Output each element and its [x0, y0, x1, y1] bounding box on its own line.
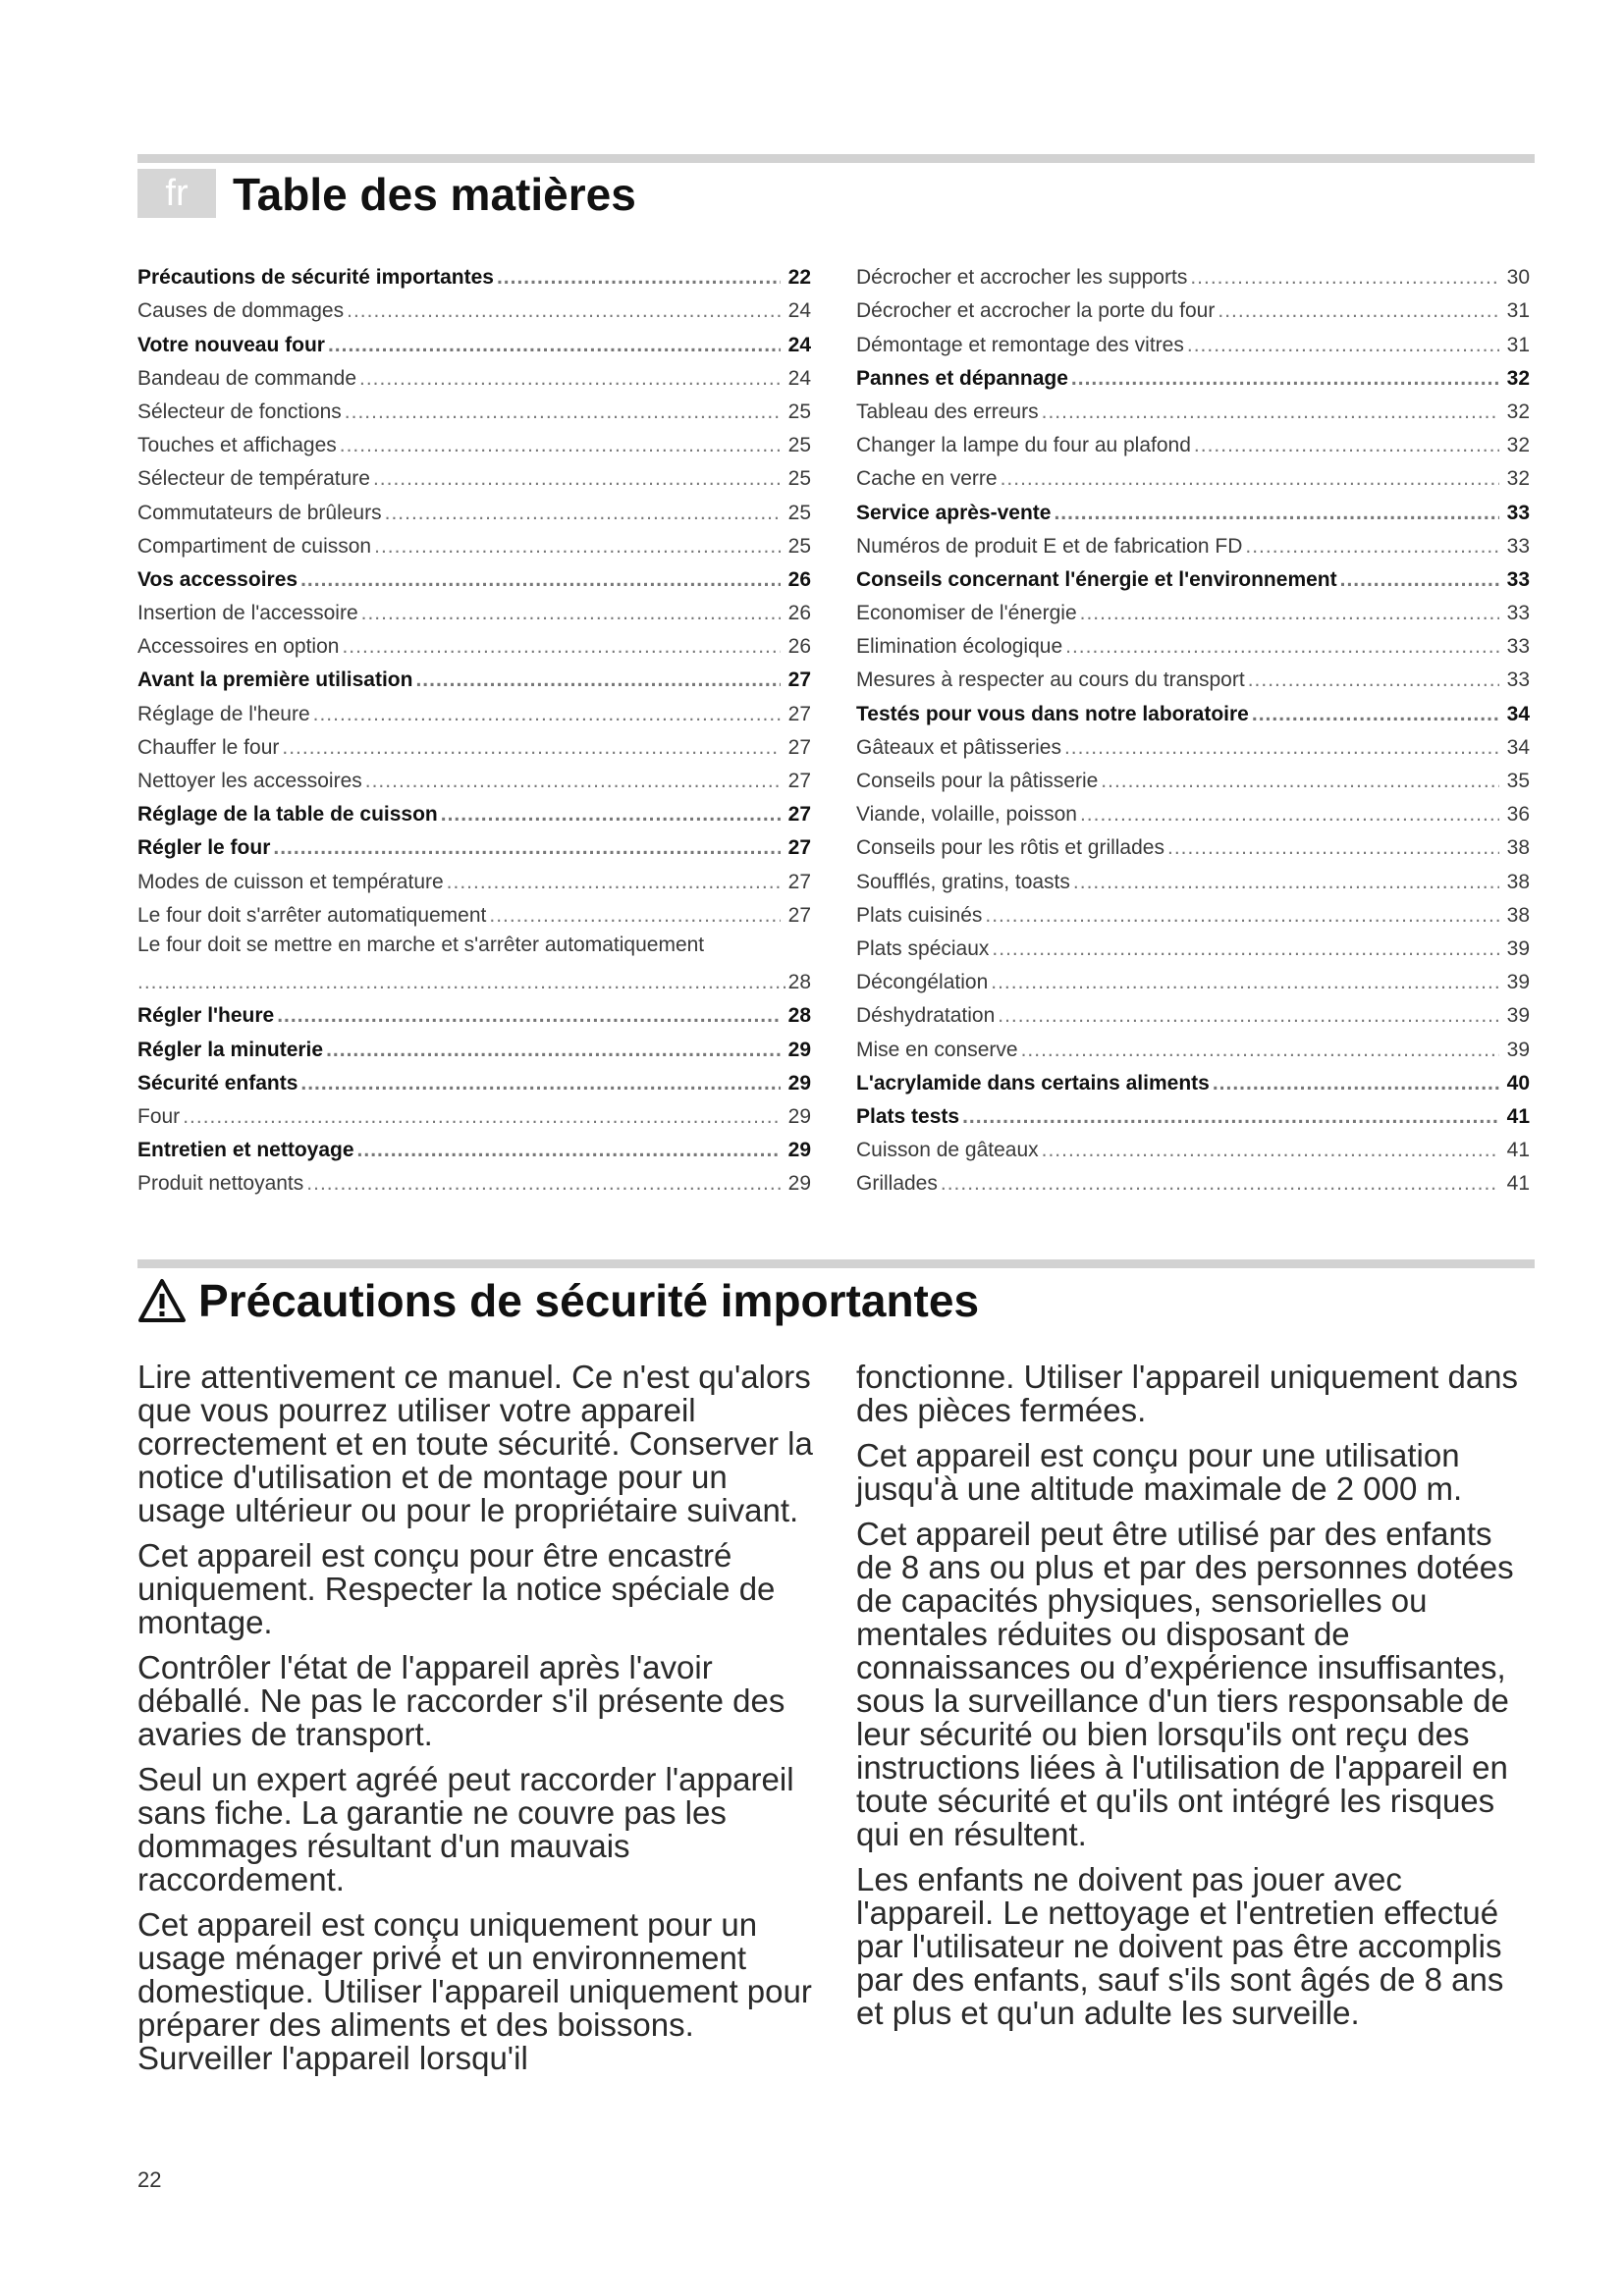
toc-entry-label: Avant la première utilisation — [137, 668, 413, 692]
toc-section-entry[interactable] — [137, 794, 811, 828]
toc-entry[interactable] — [856, 861, 1530, 894]
toc-entry-page: 33 — [1506, 567, 1530, 591]
toc-entry[interactable] — [137, 458, 811, 492]
toc-dot-leader — [1187, 333, 1499, 358]
toc-entry-page: 38 — [1506, 836, 1530, 860]
toc-entry[interactable] — [137, 1096, 811, 1130]
toc-column-right — [856, 257, 1530, 1197]
toc-dot-leader — [374, 534, 781, 560]
toc-entry[interactable] — [856, 995, 1530, 1029]
toc-entry-label: Le four doit s'arrêter automatiquement — [137, 903, 487, 927]
toc-entry-label: Cache en verre — [856, 467, 998, 491]
toc-entry-page: 38 — [1506, 903, 1530, 927]
toc-entry-page: 39 — [1506, 1038, 1530, 1061]
toc-entry-label: Testés pour vous dans notre laboratoire — [856, 702, 1249, 725]
toc-entry-page: 33 — [1506, 668, 1530, 692]
toc-entry[interactable] — [856, 526, 1530, 560]
toc-entry[interactable] — [137, 358, 811, 392]
toc-entry-label: Conseils pour la pâtisserie — [856, 770, 1099, 792]
toc-entry-label: Gâteaux et pâtisseries — [856, 735, 1061, 759]
toc-dot-leader — [328, 333, 781, 358]
toc-dot-leader — [357, 1138, 781, 1163]
toc-section-entry[interactable] — [137, 660, 811, 693]
toc-entry-page: 24 — [787, 299, 811, 323]
toc-entry-page: 25 — [787, 434, 811, 457]
toc-section-entry[interactable] — [856, 693, 1530, 726]
toc-entry-label: Nettoyer les accessoires — [137, 770, 362, 792]
toc-dot-leader — [1245, 534, 1499, 560]
language-tag: fr — [137, 169, 216, 218]
toc-dot-leader — [300, 567, 781, 593]
toc-dot-leader — [273, 835, 781, 861]
toc-entry[interactable] — [856, 1163, 1530, 1197]
toc-entry-page: 41 — [1506, 1172, 1530, 1196]
toc-entry-label: Four — [137, 1104, 181, 1128]
safety-paragraph: Lire attentivement ce manuel. Ce n'est qu'alors que vous pourrez utiliser votre appareil correctement et en toute sécurité. Conserver la notice d'utilisation et de montage pour un usage ultérieur ou pour le propriétaire suivant. — [137, 1359, 813, 1528]
toc-section-entry[interactable] — [137, 257, 811, 291]
toc-entry-page: 41 — [1506, 1139, 1530, 1162]
toc-entry[interactable] — [856, 828, 1530, 861]
toc-section-entry[interactable] — [137, 324, 811, 357]
toc-entry[interactable] — [856, 425, 1530, 458]
toc-entry-page: 29 — [787, 1071, 811, 1095]
toc-entry-label: Entretien et nettoyage — [137, 1139, 354, 1162]
toc-entry-page: 27 — [787, 803, 811, 827]
toc-entry-page: 29 — [787, 1038, 811, 1061]
toc-entry-label: Plats tests — [856, 1104, 960, 1128]
toc-dot-leader — [306, 1171, 781, 1197]
toc-entry[interactable] — [856, 392, 1530, 425]
toc-entry-page: 27 — [787, 735, 811, 759]
toc-entry[interactable] — [856, 929, 1530, 962]
toc-entry-label: Insertion de l'accessoire — [137, 602, 358, 625]
toc-entry-page: 33 — [1506, 534, 1530, 558]
toc-entry-label: Régler l'heure — [137, 1004, 275, 1028]
toc-entry-label: Numéros de produit E et de fabrication FD — [856, 534, 1243, 558]
toc-entry[interactable] — [856, 761, 1530, 794]
toc-entry-label: Modes de cuisson et température — [137, 870, 444, 893]
toc-entry-page: 40 — [1506, 1071, 1530, 1095]
safety-paragraph: fonctionne. Utiliser l'appareil uniquement dans des pièces fermées. — [856, 1359, 1519, 1428]
toc-dot-leader — [361, 601, 781, 626]
toc-entry-label: Déshydratation — [856, 1004, 996, 1028]
toc-entry-page: 41 — [1506, 1104, 1530, 1128]
toc-dot-leader — [1001, 466, 1499, 492]
toc-dot-leader — [373, 466, 781, 492]
toc-entry-label: Conseils concernant l'énergie et l'environnement — [856, 567, 1337, 591]
toc-dot-leader — [342, 634, 781, 660]
toc-entry-page: 33 — [1506, 501, 1530, 524]
toc-entry-page: 36 — [1506, 803, 1530, 827]
toc-entry[interactable] — [137, 425, 811, 458]
toc-entry-page: 32 — [1506, 400, 1530, 423]
toc-entry-label: Sécurité enfants — [137, 1071, 298, 1095]
toc-section-entry[interactable] — [856, 560, 1530, 593]
toc-entry-page: 27 — [787, 870, 811, 893]
safety-title: Précautions de sécurité importantes — [198, 1275, 980, 1326]
toc-entry[interactable] — [856, 458, 1530, 492]
toc-dot-leader — [345, 400, 781, 425]
toc-column-left — [137, 257, 811, 1197]
toc-section-entry[interactable] — [856, 1063, 1530, 1096]
toc-entry[interactable] — [137, 593, 811, 626]
toc-entry[interactable] — [137, 626, 811, 660]
toc-entry-label: Tableau des erreurs — [856, 400, 1039, 423]
toc-entry-label: Pannes et dépannage — [856, 366, 1068, 390]
toc-title: Table des matières — [233, 169, 636, 220]
toc-entry[interactable] — [856, 962, 1530, 995]
toc-entry-page: 28 — [787, 971, 811, 994]
toc-entry-page: 39 — [1506, 936, 1530, 960]
toc-entry-page: 34 — [1506, 702, 1530, 725]
toc-entry[interactable] — [856, 1130, 1530, 1163]
toc-entry-label: Produit nettoyants — [137, 1172, 304, 1196]
toc-dot-leader — [1218, 298, 1499, 324]
toc-entry-label: Plats cuisinés — [856, 903, 983, 927]
toc-dot-leader — [1064, 735, 1499, 761]
toc-entry-label: Viande, volaille, poisson — [856, 803, 1077, 827]
toc-entry-page: 25 — [787, 467, 811, 491]
toc-dot-leader — [1073, 870, 1499, 895]
toc-entry-label: Précautions de sécurité importantes — [137, 266, 494, 290]
toc-entry-page: 33 — [1506, 635, 1530, 659]
toc-entry-page: 29 — [787, 1139, 811, 1162]
toc-dot-leader — [1042, 1138, 1499, 1163]
toc-entry-page: 25 — [787, 400, 811, 423]
toc-dot-leader — [497, 265, 781, 291]
toc-dot-leader — [1340, 567, 1499, 593]
toc-entry-label: Mesures à respecter au cours du transport — [856, 668, 1245, 692]
toc-entry[interactable] — [137, 761, 811, 794]
toc-entry-label: Votre nouveau four — [137, 333, 325, 356]
toc-entry-label: L'acrylamide dans certains aliments — [856, 1071, 1210, 1095]
toc-entry[interactable] — [856, 324, 1530, 357]
toc-entry-label: Le four doit se mettre en marche et s'arrêter automatiquement — [137, 933, 705, 956]
toc-entry-page: 39 — [1506, 971, 1530, 994]
toc-entry-label: Economiser de l'énergie — [856, 602, 1077, 625]
toc-section-entry[interactable] — [137, 995, 811, 1029]
toc-entry-page: 29 — [787, 1104, 811, 1128]
safety-paragraph: Cet appareil peut être utilisé par des enfants de 8 ans ou plus et par des personnes dotées de capacités physiques, sensorielles ou mentales réduites ou disposant de connaissances ou d’expérience insuffisantes, sous la surveillance d'un tiers responsable de leur sécurité ou bien lorsqu'ils ont reçu des instructions liées à l'utilisation de l'appareil en toute sécurité et qu'ils ont intégré les risques qui en résultent. — [856, 1516, 1514, 1852]
toc-entry-page: 31 — [1506, 299, 1530, 323]
toc-section-entry[interactable] — [856, 492, 1530, 525]
toc-entry-page: 32 — [1506, 467, 1530, 491]
toc-section-entry[interactable] — [137, 1063, 811, 1096]
toc-dot-leader — [992, 936, 1499, 962]
safety-paragraph: Cet appareil est conçu pour être encastré uniquement. Respecter la notice spéciale de montage. — [137, 1537, 776, 1640]
toc-dot-leader — [985, 903, 1499, 929]
toc-section-entry[interactable] — [137, 1029, 811, 1062]
toc-entry-label: Touches et affichages — [137, 434, 337, 457]
toc-entry-label: Régler la minuterie — [137, 1038, 324, 1061]
toc-entry-label: Causes de dommages — [137, 299, 345, 323]
toc-entry[interactable] — [137, 693, 811, 726]
toc-dot-leader — [489, 903, 781, 929]
toc-entry[interactable] — [856, 257, 1530, 291]
toc-entry-label: Conseils pour les rôtis et grillades — [856, 836, 1164, 860]
toc-dot-leader — [1248, 667, 1499, 693]
toc-entry-label: Décrocher et accrocher les supports — [856, 266, 1188, 290]
toc-entry[interactable] — [856, 895, 1530, 929]
toc-entry-label: Sélecteur de fonctions — [137, 400, 342, 423]
toc-entry-label: Elimination écologique — [856, 635, 1063, 659]
toc-entry-page: 26 — [787, 567, 811, 591]
toc-entry-label: Démontage et remontage des vitres — [856, 333, 1184, 356]
toc-entry-page: 29 — [787, 1172, 811, 1196]
toc-entry-label: Service après-vente — [856, 501, 1052, 524]
toc-entry-page: 35 — [1506, 770, 1530, 792]
toc-dot-leader — [415, 667, 781, 693]
toc-entry-label: Sélecteur de température — [137, 467, 370, 491]
toc-entry-label: Régler le four — [137, 836, 271, 860]
toc-entry[interactable] — [856, 1029, 1530, 1062]
toc-entry-label: Soufflés, gratins, toasts — [856, 870, 1070, 893]
toc-section-entry[interactable] — [856, 358, 1530, 392]
toc-entry-page: 24 — [787, 333, 811, 356]
toc-entry-page: 25 — [787, 501, 811, 524]
toc-section-entry[interactable] — [137, 560, 811, 593]
toc-entry-page: 32 — [1506, 434, 1530, 457]
toc-entry-page: 27 — [787, 770, 811, 792]
toc-dot-leader — [1080, 802, 1499, 828]
toc-dot-leader — [347, 298, 781, 324]
safety-paragraph: Contrôler l'état de l'appareil après l'avoir déballé. Ne pas le raccorder s'il présente des avaries de transport. — [137, 1649, 785, 1752]
safety-paragraph: Les enfants ne doivent pas jouer avec l'appareil. Le nettoyage et l'entretien effectué par l'utilisateur ne doivent pas être accomplis par des enfants, sauf s'ils sont âgés de 8 ans et plus et qu'un adulte les surveille. — [856, 1861, 1504, 2031]
toc-entry[interactable] — [856, 291, 1530, 324]
toc-dot-leader — [183, 1104, 781, 1130]
toc-dot-leader — [1080, 601, 1499, 626]
toc-dot-leader — [1101, 769, 1499, 794]
toc-entry-page: 32 — [1506, 366, 1530, 390]
toc-entry[interactable] — [137, 1163, 811, 1197]
safety-text-right — [856, 1361, 1534, 2042]
toc-entry-label: Bandeau de commande — [137, 366, 356, 390]
toc-entry[interactable] — [856, 794, 1530, 828]
toc-entry[interactable] — [856, 626, 1530, 660]
toc-dot-leader — [137, 970, 785, 995]
top-divider — [137, 154, 1535, 163]
toc-dot-leader — [365, 769, 781, 794]
toc-entry-label: Vos accessoires — [137, 567, 298, 591]
toc-entry-page: 34 — [1506, 735, 1530, 759]
toc-entry-page: 27 — [787, 668, 811, 692]
toc-dot-leader — [1021, 1038, 1499, 1063]
safety-text-left — [137, 1361, 815, 2087]
toc-entry-label: Réglage de la table de cuisson — [137, 803, 438, 827]
toc-dot-leader — [447, 870, 781, 895]
toc-entry-label: Mise en conserve — [856, 1038, 1018, 1061]
toc-dot-leader — [441, 802, 781, 828]
toc-entry[interactable] — [856, 727, 1530, 761]
toc-dot-leader — [1213, 1071, 1499, 1096]
toc-entry[interactable] — [137, 291, 811, 324]
toc-dot-leader — [282, 735, 781, 761]
toc-entry-label: Réglage de l'heure — [137, 702, 310, 725]
toc-dot-leader — [359, 366, 781, 392]
toc-entry-label: Grillades — [856, 1172, 938, 1196]
toc-entry-label: Décrocher et accrocher la porte du four — [856, 299, 1216, 323]
toc-entry-page: 33 — [1506, 602, 1530, 625]
toc-entry[interactable] — [137, 492, 811, 525]
toc-dot-leader — [991, 970, 1499, 995]
toc-dot-leader — [385, 501, 781, 526]
toc-section-entry[interactable] — [856, 1096, 1530, 1130]
warning-triangle-icon — [137, 1278, 187, 1323]
toc-entry-label: Décongélation — [856, 971, 989, 994]
toc-entry-page: 24 — [787, 366, 811, 390]
toc-entry-page: 22 — [787, 266, 811, 290]
toc-entry-label: Compartiment de cuisson — [137, 534, 372, 558]
toc-entry-page: 31 — [1506, 333, 1530, 356]
toc-entry-page: 27 — [787, 836, 811, 860]
toc-section-entry[interactable] — [137, 828, 811, 861]
toc-entry-page: 25 — [787, 534, 811, 558]
toc-dot-leader — [1071, 366, 1499, 392]
safety-paragraph: Cet appareil est conçu uniquement pour un usage ménager privé et un environnement domestique. Utiliser l'appareil uniquement pour préparer des aliments et des boissons. Surveiller l'appareil lorsqu'il — [137, 1906, 812, 2076]
toc-dot-leader — [340, 433, 781, 458]
toc-entry[interactable] — [137, 861, 811, 894]
toc-dot-leader — [1054, 501, 1499, 526]
toc-dot-leader — [1252, 702, 1499, 727]
toc-entry-page: 26 — [787, 602, 811, 625]
toc-dot-leader — [277, 1003, 781, 1029]
toc-entry-label: Plats spéciaux — [856, 936, 990, 960]
toc-entry-label: Cuisson de gâteaux — [856, 1139, 1039, 1162]
toc-dot-leader — [1167, 835, 1499, 861]
toc-entry-label: Accessoires en option — [137, 635, 340, 659]
toc-dot-leader — [1194, 433, 1499, 458]
toc-entry-page: 28 — [787, 1004, 811, 1028]
toc-entry[interactable] — [137, 526, 811, 560]
toc-dot-leader — [998, 1003, 1499, 1029]
toc-entry[interactable] — [856, 660, 1530, 693]
toc-entry[interactable] — [856, 593, 1530, 626]
toc-dot-leader — [941, 1171, 1499, 1197]
toc-entry-label: Commutateurs de brûleurs — [137, 501, 382, 524]
toc-entry-page: 38 — [1506, 870, 1530, 893]
safety-heading — [137, 1266, 1535, 1335]
toc-entry[interactable] — [137, 929, 811, 995]
toc-entry-page: 39 — [1506, 1004, 1530, 1028]
toc-entry-page: 27 — [787, 903, 811, 927]
toc-entry[interactable] — [137, 727, 811, 761]
toc-dot-leader — [1065, 634, 1499, 660]
toc-dot-leader — [962, 1104, 1499, 1130]
toc-entry-label: Chauffer le four — [137, 735, 280, 759]
toc-dot-leader — [313, 702, 781, 727]
safety-paragraph: Seul un expert agréé peut raccorder l'appareil sans fiche. La garantie ne couvre pas les dommages résultant d'un mauvais raccordement. — [137, 1761, 794, 1897]
toc-dot-leader — [1190, 265, 1499, 291]
toc-section-entry[interactable] — [137, 1130, 811, 1163]
toc-dot-leader — [300, 1071, 781, 1096]
toc-entry-label: Changer la lampe du four au plafond — [856, 434, 1191, 457]
toc-entry-page: 30 — [1506, 266, 1530, 290]
toc-entry[interactable] — [137, 895, 811, 929]
toc-entry-page: 27 — [787, 702, 811, 725]
page-number: 22 — [137, 2167, 162, 2192]
toc-entry[interactable] — [137, 392, 811, 425]
safety-paragraph: Cet appareil est conçu pour une utilisation jusqu'à une altitude maximale de 2 000 m. — [856, 1437, 1463, 1507]
toc-dot-leader — [326, 1038, 781, 1063]
toc-dot-leader — [1042, 400, 1499, 425]
toc-entry-page: 26 — [787, 635, 811, 659]
